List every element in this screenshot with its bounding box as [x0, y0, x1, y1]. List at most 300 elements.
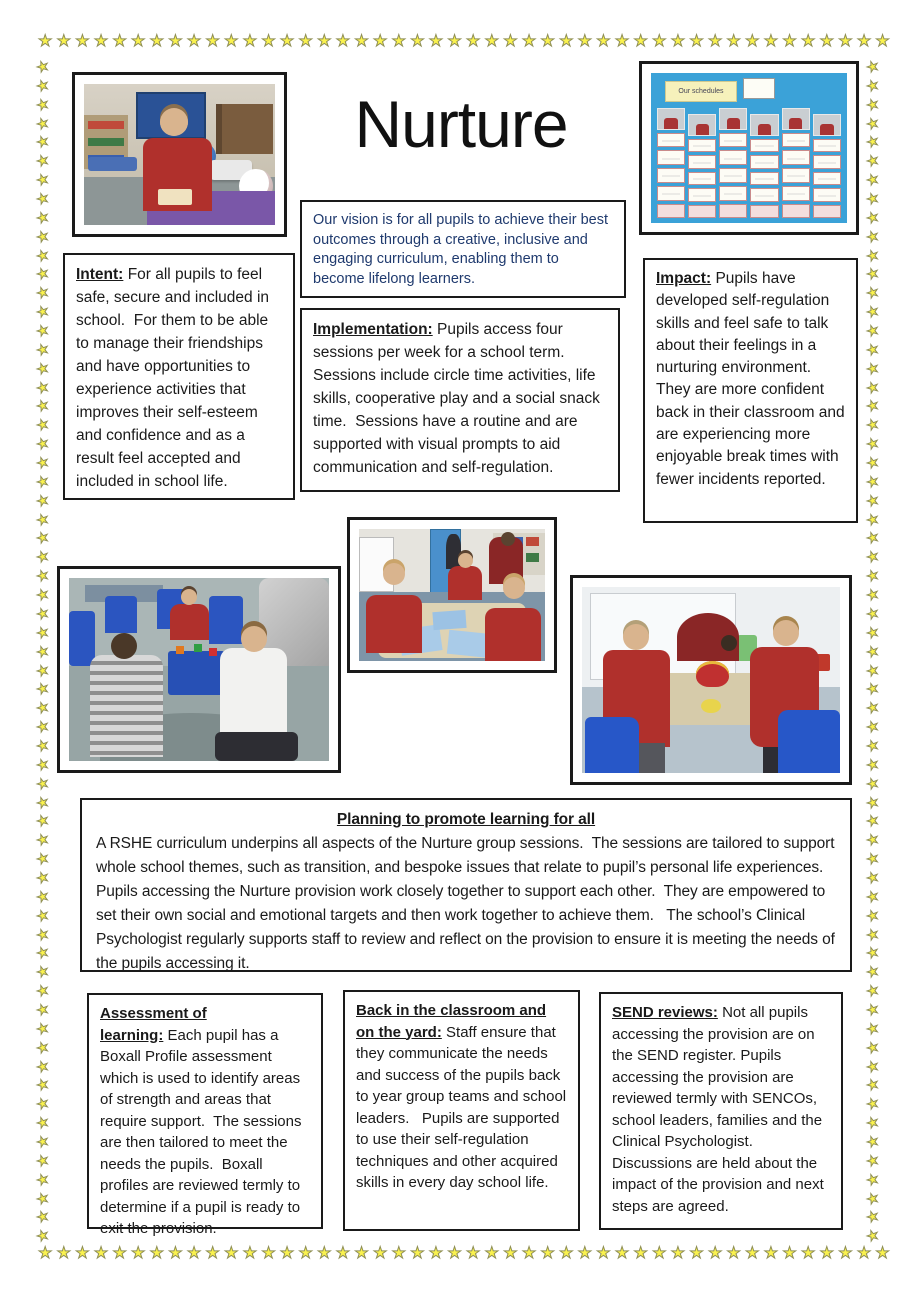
star-icon: ★	[863, 528, 882, 548]
toy-piece	[194, 644, 202, 652]
star-icon: ★	[410, 33, 425, 50]
star-icon: ★	[335, 33, 351, 50]
star-icon: ★	[33, 924, 52, 944]
star-icon: ★	[33, 867, 52, 887]
star-icon: ★	[33, 1112, 52, 1133]
star-icon: ★	[863, 622, 882, 642]
star-icon: ★	[838, 33, 853, 50]
schedule-card	[719, 204, 747, 219]
star-icon: ★	[863, 320, 882, 340]
star-icon: ★	[33, 1018, 52, 1038]
pupil-head	[111, 633, 137, 659]
star-icon: ★	[205, 33, 220, 50]
star-icon: ★	[745, 33, 760, 50]
star-icon: ★	[596, 33, 611, 50]
schedule-card	[813, 188, 841, 202]
star-icon: ★	[863, 471, 882, 491]
star-icon: ★	[503, 33, 518, 50]
star-icon: ★	[863, 1207, 882, 1227]
storage-bin	[526, 553, 539, 562]
blue-chair	[105, 596, 136, 633]
star-icon: ★	[863, 848, 882, 869]
star-icon: ★	[863, 396, 882, 416]
star-icon: ★	[863, 1056, 882, 1076]
star-icon: ★	[33, 320, 52, 340]
star-icon: ★	[863, 565, 882, 586]
star-icon: ★	[863, 301, 882, 322]
star-icon: ★	[33, 339, 52, 359]
star-icon: ★	[521, 33, 537, 50]
star-icon: ★	[33, 188, 52, 208]
star-icon: ★	[863, 452, 882, 472]
star-icon: ★	[391, 1245, 406, 1262]
star-icon: ★	[33, 226, 52, 246]
schedule-card	[750, 188, 778, 202]
star-icon: ★	[863, 980, 882, 1001]
schedule-day-card	[743, 78, 774, 100]
shelf-bin	[88, 121, 124, 129]
star-border-left	[33, 56, 56, 1246]
pupil-photo-card	[750, 114, 778, 136]
star-icon: ★	[186, 1245, 202, 1262]
star-icon: ★	[33, 810, 52, 831]
schedule-card	[813, 139, 841, 153]
star-icon: ★	[577, 1245, 593, 1262]
star-icon: ★	[75, 1245, 90, 1262]
star-icon: ★	[33, 584, 52, 605]
schedule-card	[688, 155, 716, 169]
star-icon: ★	[614, 1245, 630, 1262]
send-reviews-box	[599, 992, 843, 1230]
star-icon: ★	[33, 75, 52, 95]
star-icon: ★	[33, 1075, 52, 1095]
star-icon: ★	[149, 33, 164, 50]
star-icon: ★	[33, 1169, 52, 1189]
star-icon: ★	[33, 546, 52, 567]
schedule-columns	[657, 108, 841, 219]
blue-chair	[209, 596, 243, 644]
star-icon: ★	[33, 414, 52, 435]
star-icon: ★	[33, 207, 52, 227]
schedule-card	[782, 133, 810, 148]
star-icon: ★	[782, 1245, 797, 1262]
star-icon: ★	[863, 1188, 882, 1208]
star-icon: ★	[38, 33, 53, 50]
star-icon: ★	[863, 1075, 882, 1095]
photo-schedule-board	[639, 61, 859, 235]
floor-play-scene	[69, 578, 329, 761]
schedule-column	[688, 114, 716, 219]
star-icon: ★	[540, 1245, 555, 1262]
schedule-card	[688, 172, 716, 186]
star-icon: ★	[33, 641, 52, 661]
star-icon: ★	[149, 1245, 164, 1262]
assessment-box	[87, 993, 323, 1237]
star-icon: ★	[56, 1245, 71, 1262]
star-border-bottom	[38, 1246, 890, 1262]
star-icon: ★	[33, 1056, 52, 1076]
star-icon: ★	[33, 1207, 52, 1227]
star-icon: ★	[372, 1245, 388, 1262]
pupil-photo-card	[782, 108, 810, 130]
star-icon: ★	[33, 396, 52, 416]
star-icon: ★	[33, 603, 52, 623]
star-icon: ★	[763, 33, 779, 50]
star-icon: ★	[863, 75, 882, 95]
schedule-card	[750, 139, 778, 153]
intent-label: Intent:	[76, 266, 124, 283]
star-icon: ★	[763, 1245, 779, 1262]
star-icon: ★	[596, 1245, 611, 1262]
pupil-red-jumper	[170, 604, 209, 641]
star-icon: ★	[503, 1245, 518, 1262]
star-icon: ★	[863, 169, 882, 190]
star-icon: ★	[33, 264, 52, 284]
schedule-card	[688, 205, 716, 219]
toy-piece	[209, 648, 217, 656]
star-icon: ★	[33, 282, 52, 303]
star-icon: ★	[863, 678, 882, 699]
star-icon: ★	[33, 56, 52, 76]
star-icon: ★	[391, 33, 406, 50]
intent-box	[63, 253, 295, 500]
star-icon: ★	[261, 1245, 276, 1262]
star-icon: ★	[863, 961, 882, 982]
schedule-card	[750, 205, 778, 219]
star-icon: ★	[863, 245, 882, 265]
star-icon: ★	[33, 735, 52, 755]
send-reviews-text: Not all pupils accessing the provision are on the SEND register. Pupils accessing the provision are reviewed termly with SENCOs, school leaders, families and the Clinical Psychologist. Discussions are held about the impact of the provision and next steps are agreed.	[612, 1004, 828, 1215]
implementation-label: Implementation:	[313, 321, 433, 338]
blue-paper	[433, 610, 468, 631]
star-icon: ★	[863, 660, 882, 680]
star-icon: ★	[33, 1150, 52, 1170]
star-icon: ★	[726, 33, 741, 50]
star-icon: ★	[33, 1037, 52, 1057]
star-icon: ★	[428, 1245, 444, 1262]
star-icon: ★	[652, 1245, 667, 1262]
star-icon: ★	[863, 1169, 882, 1189]
assessment-label: Assessment of learning:	[100, 1005, 207, 1044]
star-icon: ★	[447, 1245, 462, 1262]
star-icon: ★	[33, 999, 52, 1019]
implementation-box	[300, 308, 620, 492]
star-icon: ★	[33, 754, 52, 774]
planning-box	[80, 798, 852, 972]
star-icon: ★	[540, 33, 555, 50]
star-icon: ★	[428, 33, 444, 50]
game-toy	[696, 661, 730, 687]
star-icon: ★	[863, 942, 882, 963]
star-icon: ★	[484, 1245, 499, 1262]
star-icon: ★	[863, 1150, 882, 1170]
star-icon: ★	[863, 56, 882, 76]
star-border-right	[863, 56, 886, 1246]
pupil-head	[503, 577, 525, 599]
page-title: Nurture	[354, 87, 568, 161]
schedule-column	[782, 108, 810, 219]
star-icon: ★	[863, 433, 882, 454]
star-icon: ★	[335, 1245, 351, 1262]
star-icon: ★	[670, 1245, 686, 1262]
star-icon: ★	[112, 1245, 127, 1262]
star-icon: ★	[354, 1245, 369, 1262]
photo-table-game	[570, 575, 852, 785]
schedule-card	[657, 186, 685, 201]
pupil-striped-shirt	[90, 655, 163, 757]
blue-chair	[69, 611, 95, 666]
star-icon: ★	[298, 1245, 313, 1262]
pupil-photo-card	[657, 108, 685, 130]
star-icon: ★	[33, 961, 52, 982]
blue-chair	[585, 717, 639, 773]
star-icon: ★	[317, 33, 332, 50]
star-icon: ★	[863, 490, 882, 510]
planning-title: Planning to promote learning for all	[336, 811, 596, 828]
table-craft-scene	[359, 529, 545, 661]
star-icon: ★	[33, 132, 52, 152]
blue-table	[88, 157, 138, 171]
star-icon: ★	[875, 33, 890, 50]
star-icon: ★	[33, 848, 52, 869]
star-icon: ★	[670, 33, 686, 50]
star-icon: ★	[33, 150, 52, 171]
star-icon: ★	[863, 829, 882, 850]
star-icon: ★	[856, 33, 872, 50]
adult-head	[501, 532, 515, 546]
schedule-card	[657, 150, 685, 165]
star-icon: ★	[863, 886, 882, 906]
star-icon: ★	[863, 546, 882, 567]
star-icon: ★	[33, 773, 52, 793]
star-icon: ★	[745, 1245, 760, 1262]
star-icon: ★	[819, 33, 834, 50]
star-icon: ★	[689, 33, 704, 50]
shelf-bin	[88, 138, 124, 146]
star-icon: ★	[93, 1245, 109, 1262]
send-reviews-label: SEND reviews:	[612, 1004, 718, 1021]
star-icon: ★	[559, 1245, 574, 1262]
star-icon: ★	[863, 1018, 882, 1038]
star-icon: ★	[93, 33, 109, 50]
toy-piece	[176, 646, 184, 654]
star-icon: ★	[33, 942, 52, 963]
star-icon: ★	[447, 33, 462, 50]
star-icon: ★	[33, 377, 52, 397]
star-icon: ★	[863, 150, 882, 171]
star-icon: ★	[33, 358, 52, 378]
star-icon: ★	[707, 33, 723, 50]
star-icon: ★	[33, 452, 52, 472]
star-icon: ★	[279, 1245, 295, 1262]
star-icon: ★	[863, 132, 882, 152]
star-icon: ★	[633, 1245, 648, 1262]
star-icon: ★	[521, 1245, 537, 1262]
star-icon: ★	[863, 1225, 882, 1246]
schedule-column	[657, 108, 685, 219]
star-icon: ★	[242, 1245, 258, 1262]
impact-label: Impact:	[656, 270, 712, 287]
implementation-text: Pupils access four sessions per week for a school term. Sessions include circle time activities, life skills, cooperative play and a social snack time. Sessions have a routine and are supported with visual prompts to aid communication and self-regulation.	[313, 321, 605, 476]
star-icon: ★	[186, 33, 202, 50]
impact-text: Pupils have developed self-regulation skills and feel safe to talk about their feelings in a nurturing environment. They are more confident back in their classroom and are experiencing more enjoyable break times with fewer incidents reported.	[656, 270, 849, 488]
planning-text: A RSHE curriculum underpins all aspects of the Nurture group sessions. The sessions are tailored to support whole school themes, such as transition, and bespoke issues that relate to pupil’s personal life experiences. Pupils accessing the Nurture provision work closely together to support each other. They are empowered to set their own social and emotional targets and then work together to achieve them. The school’s Clinical Psychologist regularly supports staff to review and reflect on the provision to ensure it is meeting the needs of the pupils accessing it.	[96, 835, 840, 972]
star-icon: ★	[863, 282, 882, 303]
pupil-red-jumper	[448, 566, 481, 600]
snack-items	[158, 189, 192, 205]
star-icon: ★	[856, 1245, 872, 1262]
star-icon: ★	[33, 792, 52, 812]
star-icon: ★	[863, 509, 882, 529]
pupil-photo-card	[719, 108, 747, 130]
star-icon: ★	[863, 94, 882, 114]
pupil-head	[181, 589, 197, 605]
star-icon: ★	[205, 1245, 220, 1262]
star-icon: ★	[33, 528, 52, 548]
schedule-board-label: Our schedules	[665, 81, 738, 103]
star-icon: ★	[875, 1245, 890, 1262]
star-icon: ★	[33, 490, 52, 510]
photo-floor-play	[57, 566, 341, 773]
star-icon: ★	[559, 33, 574, 50]
star-icon: ★	[33, 829, 52, 850]
blue-chair	[778, 710, 840, 773]
classroom-yard-text: Staff ensure that they communicate the needs and success of the pupils back to year group teams and school leaders. Pupils are supported to use their self-regulation techniques and other acquired skills in every day school life.	[356, 1023, 571, 1191]
star-icon: ★	[863, 264, 882, 284]
schedule-card	[813, 172, 841, 186]
star-icon: ★	[863, 1112, 882, 1133]
star-icon: ★	[56, 33, 71, 50]
schedule-board-scene	[651, 73, 847, 223]
classroom-yard-box	[343, 990, 580, 1231]
star-icon: ★	[279, 33, 295, 50]
star-icon: ★	[466, 1245, 481, 1262]
star-icon: ★	[863, 792, 882, 812]
star-icon: ★	[863, 358, 882, 378]
impact-box	[643, 258, 858, 523]
blue-toy-box	[168, 651, 225, 695]
cardboard-box	[216, 104, 274, 155]
schedule-card	[719, 186, 747, 201]
star-icon: ★	[863, 924, 882, 944]
schedule-card	[719, 150, 747, 165]
star-icon: ★	[33, 301, 52, 322]
star-icon: ★	[33, 1188, 52, 1208]
table-game-scene	[582, 587, 840, 773]
star-icon: ★	[75, 33, 90, 50]
star-icon: ★	[168, 33, 183, 50]
assessment-text: Each pupil has a Boxall Profile assessment which is used to identify areas of strength and areas that require support. The sessions are then tailored to meet the needs the pupils. Boxall profiles are reviewed termly to determine if a pupil is ready to exit the provision.	[100, 1026, 306, 1237]
schedule-card	[719, 133, 747, 148]
star-icon: ★	[863, 603, 882, 623]
star-icon: ★	[863, 377, 882, 397]
star-icon: ★	[863, 905, 882, 925]
pupil-red-jumper	[366, 595, 422, 653]
star-icon: ★	[863, 810, 882, 831]
star-icon: ★	[863, 867, 882, 887]
schedule-card	[657, 168, 685, 183]
star-icon: ★	[863, 735, 882, 755]
schedule-column	[719, 108, 747, 219]
star-icon: ★	[33, 113, 52, 133]
schedule-column	[750, 114, 778, 219]
star-icon: ★	[261, 33, 276, 50]
star-icon: ★	[33, 697, 52, 718]
star-icon: ★	[863, 999, 882, 1019]
star-icon: ★	[863, 773, 882, 793]
star-icon: ★	[863, 641, 882, 661]
pupil-photo-card	[688, 114, 716, 136]
photo-snack-prep	[72, 72, 287, 237]
photo-snack-scene	[84, 84, 275, 225]
star-icon: ★	[863, 754, 882, 774]
star-icon: ★	[863, 697, 882, 718]
star-icon: ★	[317, 1245, 332, 1262]
star-icon: ★	[652, 33, 667, 50]
star-icon: ★	[33, 678, 52, 699]
star-icon: ★	[863, 339, 882, 359]
star-icon: ★	[800, 33, 816, 50]
star-icon: ★	[863, 716, 882, 737]
schedule-card	[813, 155, 841, 169]
star-icon: ★	[33, 905, 52, 925]
star-icon: ★	[863, 226, 882, 246]
star-icon: ★	[168, 1245, 183, 1262]
star-icon: ★	[38, 1245, 53, 1262]
pupil-head	[458, 553, 473, 568]
schedule-card	[813, 205, 841, 219]
star-icon: ★	[224, 1245, 239, 1262]
intent-text: For all pupils to feel safe, secure and included in school. For them to be able to manage their friendships and have opportunities to experience activities that improves their self-esteem and confidence and as a result feel accepted and included in school life.	[76, 266, 274, 490]
schedule-card	[782, 150, 810, 165]
pupil-red-jumper	[485, 608, 541, 661]
star-icon: ★	[863, 1093, 882, 1114]
star-icon: ★	[33, 622, 52, 642]
schedule-card	[688, 188, 716, 202]
star-icon: ★	[726, 1245, 741, 1262]
star-icon: ★	[707, 1245, 723, 1262]
star-icon: ★	[782, 33, 797, 50]
star-icon: ★	[112, 33, 127, 50]
schedule-card	[688, 139, 716, 153]
star-icon: ★	[33, 1093, 52, 1114]
star-icon: ★	[863, 584, 882, 605]
star-icon: ★	[242, 33, 258, 50]
star-icon: ★	[689, 1245, 704, 1262]
star-icon: ★	[372, 33, 388, 50]
vision-text: Our vision is for all pupils to achieve their best outcomes through a creative, inclusive and engaging curriculum, enabling them to become lifelong learners.	[313, 212, 613, 287]
star-icon: ★	[33, 94, 52, 114]
pupil-trousers	[215, 732, 298, 761]
star-icon: ★	[224, 33, 239, 50]
classroom-yard-label: Back in the classroom and on the yard:	[356, 1002, 547, 1041]
pupil-head	[241, 626, 267, 652]
star-icon: ★	[466, 33, 481, 50]
star-icon: ★	[33, 433, 52, 454]
star-icon: ★	[863, 414, 882, 435]
storage-bin	[526, 537, 539, 546]
star-icon: ★	[131, 1245, 146, 1262]
star-icon: ★	[33, 1131, 52, 1151]
star-icon: ★	[298, 33, 313, 50]
star-icon: ★	[614, 33, 630, 50]
star-icon: ★	[33, 660, 52, 680]
schedule-card	[782, 168, 810, 183]
star-icon: ★	[863, 207, 882, 227]
star-border-top	[38, 34, 890, 50]
schedule-card	[782, 204, 810, 219]
schedule-card	[657, 133, 685, 148]
